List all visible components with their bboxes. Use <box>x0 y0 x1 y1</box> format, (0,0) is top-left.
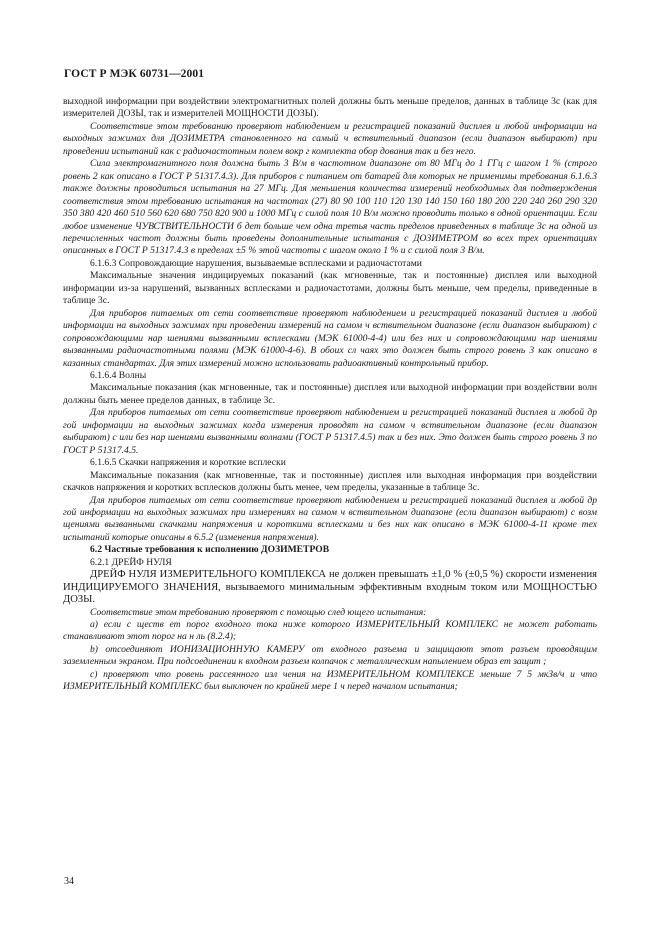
paragraph: Максимальные показания (как мгновенные, так и постоянные) дисплея или выходной информации при воздействии волн должны быть менее пределов данных, в таблице 3с. <box>63 382 597 406</box>
paragraph: Для приборов питаемых от сети соответствие проверяют наблюдением и регистрацией показаний дисплея и любой др гой информации на выходных зажимах когда измерения проводят на самом ч вствительном диапазоне (если диапазон выбирают) с или без нар шениями вызванными волнами (ГОСТ Р 51317.4.5) так и без них. Это должен быть строго ровень 3 по ГОСТ Р 51317.4.5. <box>63 407 597 456</box>
section-heading: 6.1.6.4 Волны <box>90 369 147 381</box>
list-item: с) проверяют что ровень рассеянного изл чения на ИЗМЕРИТЕЛЬНОМ КОМПЛЕКСЕ меньше 7 5 мкЗв/ч и что ИЗМЕРИТЕЛЬНЫЙ КОМПЛЕКС был выключен по крайней мере 1 ч перед началом испытания; <box>63 668 597 693</box>
page-number: 34 <box>64 876 74 887</box>
section-heading: 6.2.1 ДРЕЙФ НУЛЯ <box>90 556 172 568</box>
paragraph: выходной информации при воздействии электромагнитных полей должны быть меньше пределов, данных в таблице 3с (как для измерителей ДОЗЫ, так и измерителей МОЩНОСТИ ДОЗЫ). <box>63 96 597 120</box>
list-item: b) отсоединяют ИОНИЗАЦИОННУЮ КАМЕРУ от входного разъема и защищают этот разъем проводящим заземленным экраном. При подсоединении к входном разъем колпачок с металлическим напылением образ ет защит ; <box>63 643 597 668</box>
paragraph: Для приборов питаемых от сети соответствие проверяют наблюдением и регистрацией показаний дисплея и любой др гой информации на выходных зажимах при измерениях на самом ч вствительном диапазоне (если диапазон выбирают) с возм щениями вызванными скачками напряжения и короткими всплесками и без них как описано в МЭК 61000-4-11 кроме тех испытаний которые описаны в 6.5.2 (изменения напряжения). <box>63 494 597 543</box>
list-item: а) если с ществ ет порог входного тока ниже которого ИЗМЕРИТЕЛЬНЫЙ КОМПЛЕКС не может работать станавливают этот порог на н ль (8.2.4); <box>63 619 597 643</box>
page-body <box>63 96 597 694</box>
standard-header: ГОСТ Р МЭК 60731—2001 <box>64 68 205 80</box>
paragraph: Для приборов питаемых от сети соответствие проверяют наблюдением и регистрацией показаний дисплея и любой информации на выходных зажимах при проведении измерений на самом ч вствительном диапазоне (если диапазон выбирают) с сопровождающими нар шениями вызванными всплесками (МЭК 61000-4-4) или без них и сопровождающими нар шениями вызванными радиочастотными полями (МЭК 61000-4-6). В обоих сл чаях это должен быть строго ровень 3 как описано в казанных стандартах. Для этих измерений можно использовать радиоактивный контрольный прибор. <box>63 307 597 369</box>
paragraph: Сила электромагнитного поля должна быть 3 В/м в частотном диапазоне от 80 МГц до 1 ГГц с шагом 1 % (строго ровень 2 как описано в ГОСТ Р 51317.4.3). Для приборов с питанием от батарей для которых не применимы требования 6.1.6.3 также должны проводиться испытания на 27 МГц. Для меньшения количества измерений необходимых для подтверждения соответствия этом требованию испытания на частотах (27) 80 90 100 110 120 130 140 150 160 180 200 220 240 260 290 320 350 380 420 460 510 560 620 680 750 820 900 и 1000 МГц с силой поля 10 В/м можно проводить только в одной ориентации. Если любое изменение ЧУВСТВИТЕЛЬНОСТИ б дет больше чем одна третья часть пределов приведенных в таблице 3с на одной из перечисленных частот должны быть проведены дополнительные испытания с ДОЗИМЕТРОМ во всех трех ориентациях описанных в ГОСТ Р 51317.4.3 в пределах ±5 % этой частоты с шагом около 1 % и с силой поля 3 В/м. <box>63 158 597 257</box>
section-heading: 6.1.6.5 Скачки напряжения и короткие всплески <box>90 457 286 469</box>
paragraph: Максимальные значения индицируемых показаний (как мгновенные, так и постоянные) дисплея или выходной информации из-за нарушений, вызванных всплесками и радиочастотами, должны быть меньше, чем пределы, приведенные в таблице 3с. <box>63 270 597 307</box>
section-heading: 6.1.6.3 Сопровождающие нарушения, вызываемые всплесками и радиочастотами <box>90 257 422 269</box>
paragraph: Соответствие этом требованию проверяют с помощью след ющего испытания: <box>90 606 427 618</box>
section-heading: 6.2 Частные требования к исполнению ДОЗИМЕТРОВ <box>90 544 330 556</box>
paragraph: Максимальные показания (как мгновенные, так и постоянные) дисплея или выходная информация при воздействии скачков напряжения и коротких всплесков должны быть менее, чем пределы, указанные в таблице 3с. <box>63 469 597 494</box>
paragraph: ДРЕЙФ НУЛЯ ИЗМЕРИТЕЛЬНОГО КОМПЛЕКСА не должен превышать ±1,0 % (±0,5 %) скорости изменения ИНДИЦИРУЕМОГО ЗНАЧЕНИЯ, вызываемого минимальным эффективным входным током или МОЩНОСТЬЮ ДОЗЫ. <box>63 569 597 606</box>
paragraph: Соответствие этом требованию проверяют наблюдением и регистрацией показаний дисплея и любой информации на выходных зажимах для ДОЗИМЕТРА становленного на самый ч вствительный диапазон (если диапазон выбирают) при проведении испытаний как с радиочастотным полем вокр г комплекта обор дования так и без него. <box>63 120 597 157</box>
